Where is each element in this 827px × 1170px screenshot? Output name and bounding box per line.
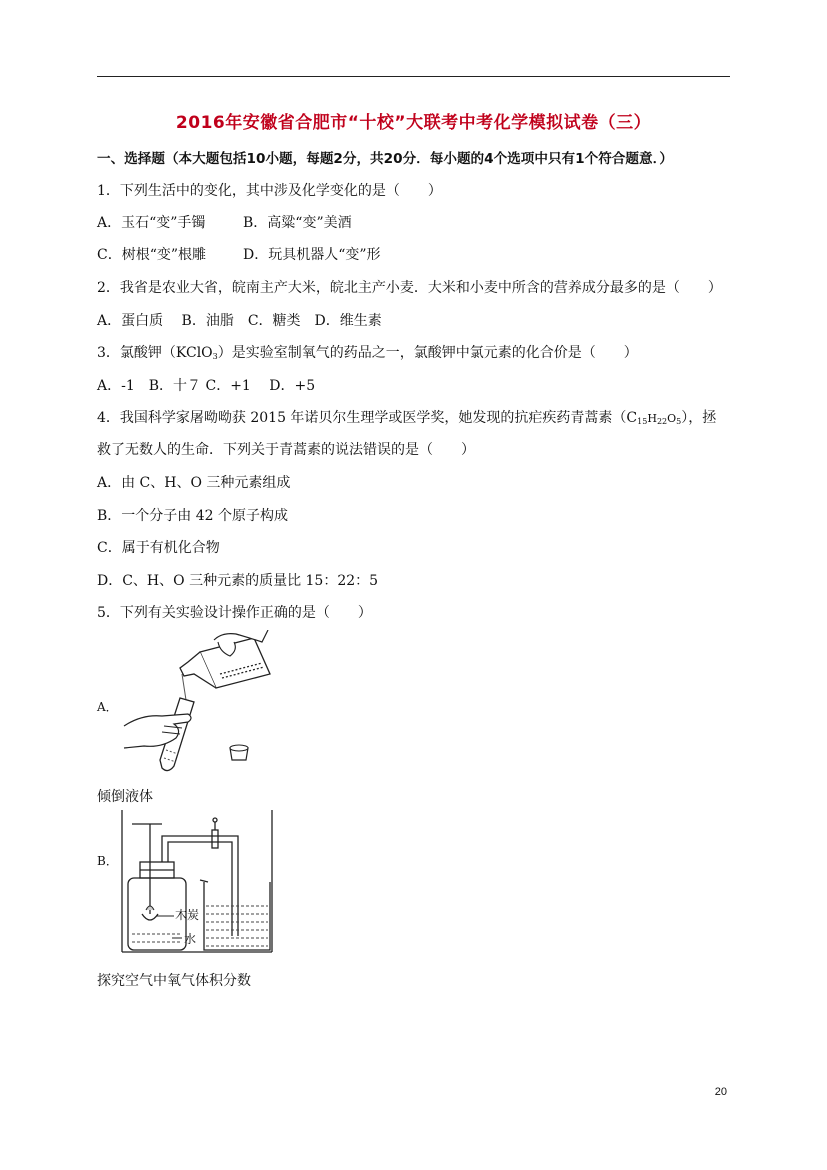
- page-number: 20: [714, 1086, 727, 1098]
- q3-stem-sub: 3: [212, 352, 218, 361]
- q4-stem-line2: 救了无数人的生命．下列关于青蒿素的说法错误的是（ ）: [97, 442, 475, 458]
- q4-sub-15: 15: [637, 417, 648, 426]
- q4-o: O: [667, 412, 677, 425]
- q5-option-a-letter: A．: [97, 700, 118, 714]
- charcoal-label: 木炭: [175, 908, 200, 922]
- q2-stem: 2．我省是农业大省，皖南主产大米，皖北主产小麦．大米和小麦中所含的营养成分最多的是（ ）: [97, 280, 722, 296]
- oxygen-experiment-illustration: [118, 810, 278, 960]
- q1-option-c: C．树根“变”根雕: [97, 247, 207, 263]
- q4-option-a: A．由 C、H、O 三种元素组成: [97, 475, 291, 491]
- q4-option-c: C．属于有机化合物: [97, 540, 220, 556]
- q1-option-b: B．高粱“变”美酒: [243, 215, 352, 231]
- q1-option-d: D．玩具机器人“变”形: [243, 247, 381, 263]
- q4-sub-22: 22: [656, 417, 668, 426]
- pour-liquid-illustration: [122, 630, 272, 775]
- q4-stem-pre: 4．我国科学家屠呦呦获 2015 年诺贝尔生理学或医学奖，她发现的抗疟疾药青蒿素（C: [97, 410, 638, 426]
- q5-option-a-caption: 倾倒液体: [97, 789, 153, 805]
- q1-options-row2: [97, 246, 381, 264]
- q3-stem-pre: 3．氯酸钾（KClO: [97, 345, 213, 361]
- q4-h: H: [647, 412, 657, 425]
- section-heading: 一、选择题（本大题包括10小题，每题2分，共20分．每小题的4个选项中只有1个符合题意．）: [97, 151, 673, 167]
- q4-option-b: B．一个分子由 42 个原子构成: [97, 508, 289, 524]
- q3-stem-post: ）是实验室制氧气的药品之一，氯酸钾中氯元素的化合价是（ ）: [217, 345, 638, 361]
- q5-option-b-caption: 探究空气中氧气体积分数: [97, 973, 251, 989]
- q2-options: A．蛋白质 B．油脂 C．糖类 D．维生素: [97, 313, 382, 329]
- q3-options: A．‐1 B．十７ C．+1 D．+5: [97, 378, 316, 394]
- q1-stem: 1．下列生活中的变化，其中涉及化学变化的是（ ）: [97, 183, 442, 199]
- q4-stem-line1: [97, 409, 716, 431]
- q5-option-b-letter: B．: [97, 854, 118, 868]
- q4-stem-post: ），拯: [681, 410, 717, 426]
- q4-sub-5: 5: [676, 417, 682, 426]
- q5-stem: 5．下列有关实验设计操作正确的是（ ）: [97, 605, 372, 621]
- water-label: 水: [184, 932, 197, 946]
- q1-options-row1: [97, 214, 352, 232]
- q3-stem: [97, 344, 638, 366]
- page-title: 2016年安徽省合肥市“十校”大联考中考化学模拟试卷（三）: [175, 113, 652, 133]
- q4-option-d: D．C、H、O 三种元素的质量比 15：22：5: [97, 573, 379, 589]
- q1-option-a: A．玉石“变”手镯: [97, 215, 206, 231]
- header-rule: [97, 76, 730, 77]
